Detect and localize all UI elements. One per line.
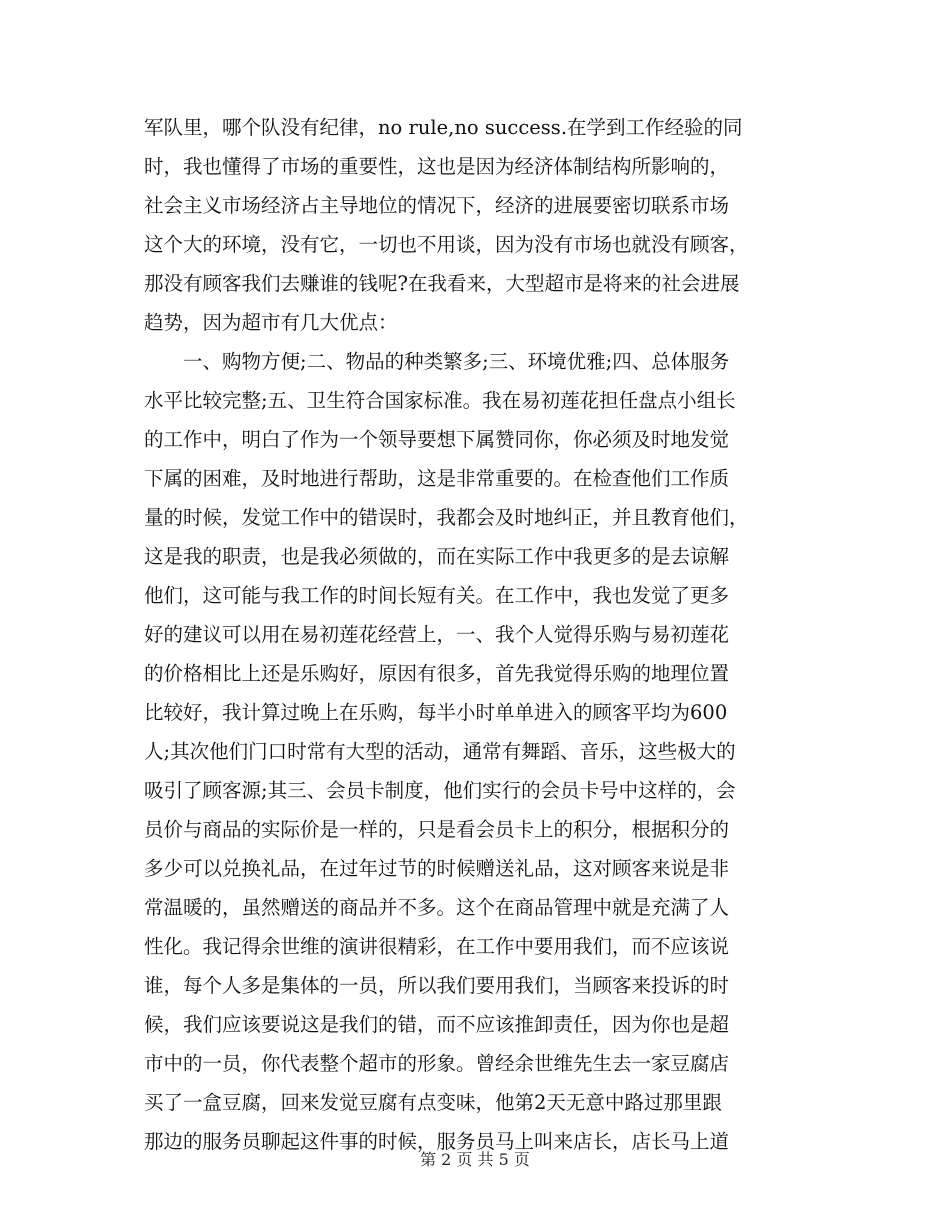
text-line: 多少可以兑换礼品，在过年过节的时候赠送礼品，这对顾客来说是非	[144, 857, 730, 880]
text-line: 趋势，因为超市有几大优点：	[144, 311, 398, 334]
text-line: 吸引了顾客源;其三、会员卡制度，他们实行的会员卡号中这样的，会	[144, 779, 736, 802]
text-line: 人;其次他们门口时常有大型的活动，通常有舞蹈、音乐，这些极大的	[144, 740, 736, 763]
text-line: 性化。我记得余世维的演讲很精彩，在工作中要用我们，而不应该说	[144, 935, 730, 958]
text-line: 好的建议可以用在易初莲花经营上，一、我个人觉得乐购与易初莲花	[144, 623, 730, 646]
text-line: 常温暖的，虽然赠送的商品并不多。这个在商品管理中就是充满了人	[144, 896, 730, 919]
text-line: 这是我的职责，也是我必须做的，而在实际工作中我更多的是去谅解	[144, 545, 730, 568]
document-body	[144, 108, 804, 1161]
text-line: 他们，这可能与我工作的时间长短有关。在工作中，我也发觉了更多	[144, 584, 730, 607]
text-line: 的工作中，明白了作为一个领导要想下属赞同你，你必须及时地发觉	[144, 428, 730, 451]
paragraph-first-line: 一、购物方便;二、物品的种类繁多;三、环境优雅;四、总体服务	[183, 350, 730, 373]
text-line: 社会主义市场经济占主导地位的情况下，经济的进展要密切联系市场	[144, 194, 730, 217]
text-line: 水平比较完整;五、卫生符合国家标准。我在易初莲花担任盘点小组长	[144, 389, 736, 412]
text-line: 那边的服务员聊起这件事的时候，服务员马上叫来店长，店长马上道	[144, 1130, 730, 1153]
text-line: 的价格相比上还是乐购好，原因有很多，首先我觉得乐购的地理位置	[144, 662, 730, 685]
text-line: 买了一盒豆腐，回来发觉豆腐有点变味，他第2天无意中路过那里跟	[144, 1091, 722, 1114]
text-line: 这个大的环境，没有它，一切也不用谈，因为没有市场也就没有顾客，	[144, 233, 749, 256]
text-line: 那没有顾客我们去赚谁的钱呢?在我看来，大型超市是将来的社会进展	[144, 272, 740, 295]
text-line: 谁，每个人多是集体的一员，所以我们要用我们，当顾客来投诉的时	[144, 974, 730, 997]
text-line: 候，我们应该要说这是我们的错，而不应该推卸责任，因为你也是超	[144, 1013, 730, 1036]
text-line: 员价与商品的实际价是一样的，只是看会员卡上的积分，根据积分的	[144, 818, 730, 841]
page-number-footer: 第 2 页 共 5 页	[420, 1150, 530, 1169]
text-line: 量的时候，发觉工作中的错误时，我都会及时地纠正，并且教育他们，	[144, 506, 749, 529]
text-line: 时，我也懂得了市场的重要性，这也是因为经济体制结构所影响的，	[144, 155, 730, 178]
text-line: 下属的困难，及时地进行帮助，这是非常重要的。在检查他们工作质	[144, 467, 730, 490]
text-line: 比较好，我计算过晚上在乐购，每半小时单单进入的顾客平均为600	[144, 701, 728, 724]
text-line: 军队里，哪个队没有纪律，no rule,no success.在学到工作经验的同	[144, 116, 743, 139]
text-line: 市中的一员，你代表整个超市的形象。曾经余世维先生去一家豆腐店	[144, 1052, 730, 1075]
